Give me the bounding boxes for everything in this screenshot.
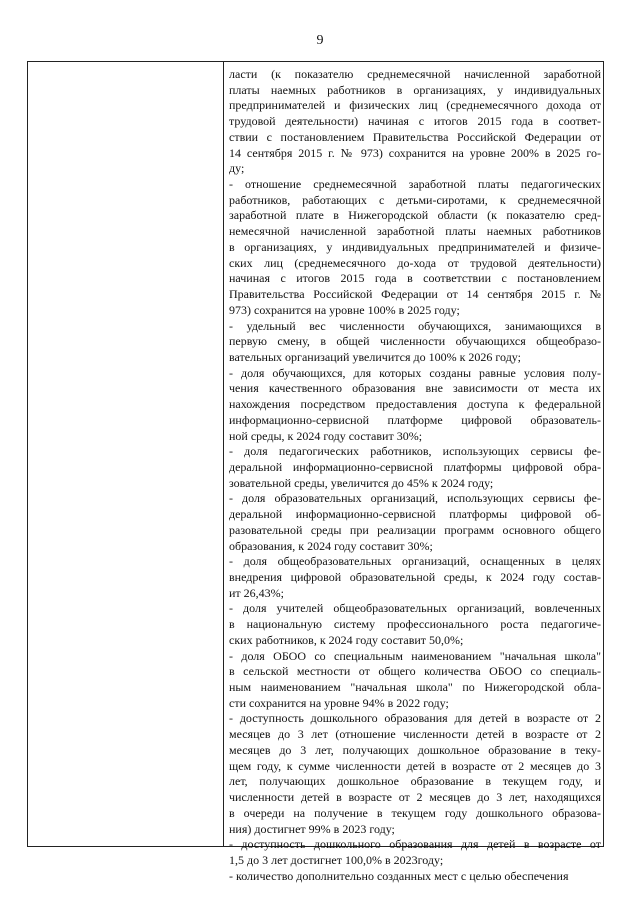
text-line: в организациях, у индивидуальных предпринимателей и физиче- — [229, 239, 601, 254]
text-line: месяцев до 3 лет, получающих дошкольное образование в теку- — [229, 742, 601, 757]
text-line: ной среды, к 2024 году составит 30%; — [229, 428, 423, 443]
page-number: 9 — [316, 33, 324, 48]
text-line: в очереди на получение в текущем году дошкольного образова- — [229, 805, 601, 820]
text-line: 14 сентября 2015 г. № 973) сохранится на уровне 200% в 2025 го- — [229, 145, 601, 160]
text-line: зовательной среды, увеличится до 45% к 2024 году; — [229, 475, 494, 490]
text-line: - доступность дошкольного образования для детей в возрасте от — [229, 837, 601, 852]
text-line: работников, работающих с детьми-сиротами, к среднемесячной — [229, 192, 601, 207]
indicator-paragraph — [229, 444, 601, 491]
indicator-paragraph — [229, 177, 601, 318]
text-line: месяцев до 3 лет (отношение численности детей в возрасте от 2 — [229, 727, 601, 742]
text-line: предпринимателей и физических лиц (среднемесячного дохода от — [229, 98, 601, 113]
text-line: заработной плате в Нижегородской области (к показателю сред- — [229, 208, 601, 223]
text-line: щем году, к сумме численности детей в возрасте от 2 месяцев до 3 — [229, 758, 601, 773]
text-line: - количество дополнительно созданных мест с целью обеспечения — [229, 868, 569, 883]
indicator-paragraph — [229, 366, 601, 445]
text-line: ным наименованием "начальная школа" по Нижегородской обла- — [229, 680, 601, 695]
text-line: в национальную систему профессионального роста педагогиче- — [229, 617, 601, 632]
indicator-paragraph — [229, 649, 601, 712]
indicator-paragraph — [229, 711, 601, 837]
text-line: - доля педагогических работников, использующих сервисы фе- — [229, 444, 601, 459]
text-line: Правительства Российской Федерации от 14 сентября 2015 г. № — [229, 287, 601, 302]
text-line: ит 26,43%; — [229, 585, 284, 600]
text-line: - доля ОБОО со специальным наименованием "начальная школа" — [229, 648, 601, 663]
table-cell-text — [229, 67, 601, 884]
text-line: деральной информационно-сервисной платформы цифровой об- — [229, 507, 601, 522]
text-line: - удельный вес численности обучающихся, занимающихся в — [229, 318, 601, 333]
text-line: внедрения цифровой образовательной среды, к 2024 году состав- — [229, 570, 601, 584]
text-line: ствии с постановлением Правительства Российской Федерации от — [229, 129, 601, 144]
text-line: ния) достигнет 99% в 2023 году; — [229, 821, 395, 836]
text-line: ласти (к показателю среднемесячной начисленной заработной — [229, 67, 601, 81]
text-line: деральной информационно-сервисной платформы цифровой обра- — [229, 459, 601, 474]
text-line: чения качественного образования вне зависимости от места их — [229, 381, 601, 396]
text-line: - доля общеобразовательных организаций, оснащенных в целях — [229, 554, 601, 569]
text-line: первую смену, в общей численности обучающихся общеобразо- — [229, 334, 601, 349]
text-line: ских работников, к 2024 году составит 50,0%; — [229, 632, 464, 647]
text-line: 973) сохранится на уровне 100% в 2025 году; — [229, 302, 460, 317]
indicator-paragraph — [229, 319, 601, 366]
text-line: - доступность дошкольного образования для детей в возрасте от 2 — [229, 711, 601, 726]
text-line: 1,5 до 3 лет достигнет 100,0% в 2023году; — [229, 852, 444, 867]
text-line: - отношение среднемесячной заработной платы педагогических — [229, 177, 601, 192]
text-line: информационно-сервисной платформе цифровой образователь- — [229, 412, 601, 427]
text-line: разовательной среды при реализации программ основного общего — [229, 522, 601, 537]
text-line: - доля образовательных организаций, использующих сервисы фе- — [229, 491, 601, 506]
text-line: платы наемных работников в организациях, у индивидуальных — [229, 82, 601, 97]
document-table — [27, 61, 604, 883]
text-line: лет, получающих дошкольное образование в текущем году, и — [229, 774, 601, 789]
text-line: - доля обучающихся, для которых созданы равные условия полу- — [229, 365, 601, 380]
indicator-paragraph — [229, 869, 601, 885]
text-line: трудовой деятельности) начиная с итогов 2015 года в соответ- — [229, 114, 601, 129]
text-line: немесячной начисленной заработной платы наемных работников — [229, 224, 601, 239]
text-line: нахождения посредством предоставления доступа к федеральной — [229, 397, 601, 412]
indicator-paragraph — [229, 67, 601, 177]
text-line: ду; — [229, 161, 245, 176]
indicator-paragraph — [229, 601, 601, 648]
text-line: начиная с итогов 2015 года в соответствии с постановлением — [229, 271, 601, 286]
indicator-paragraph — [229, 837, 601, 868]
text-line: - доля учителей общеобразовательных организаций, вовлеченных — [229, 601, 601, 616]
text-line: численности детей в возрасте от 2 месяцев до 3 лет, находящихся — [229, 790, 601, 805]
text-line: ских лиц (среднемесячного до-хода от трудовой деятельности) — [229, 255, 601, 270]
indicator-paragraph — [229, 554, 601, 601]
text-line: сти сохранится на уровне 94% в 2022 году; — [229, 695, 449, 710]
column-divider — [223, 62, 224, 846]
text-line: вательных организаций увеличится до 100% к 2026 году; — [229, 349, 521, 364]
text-line: образования, к 2024 году составит 30%; — [229, 538, 433, 553]
indicator-paragraph — [229, 491, 601, 554]
text-line: в сельской местности от общего количества ОБОО со специаль- — [229, 664, 601, 679]
